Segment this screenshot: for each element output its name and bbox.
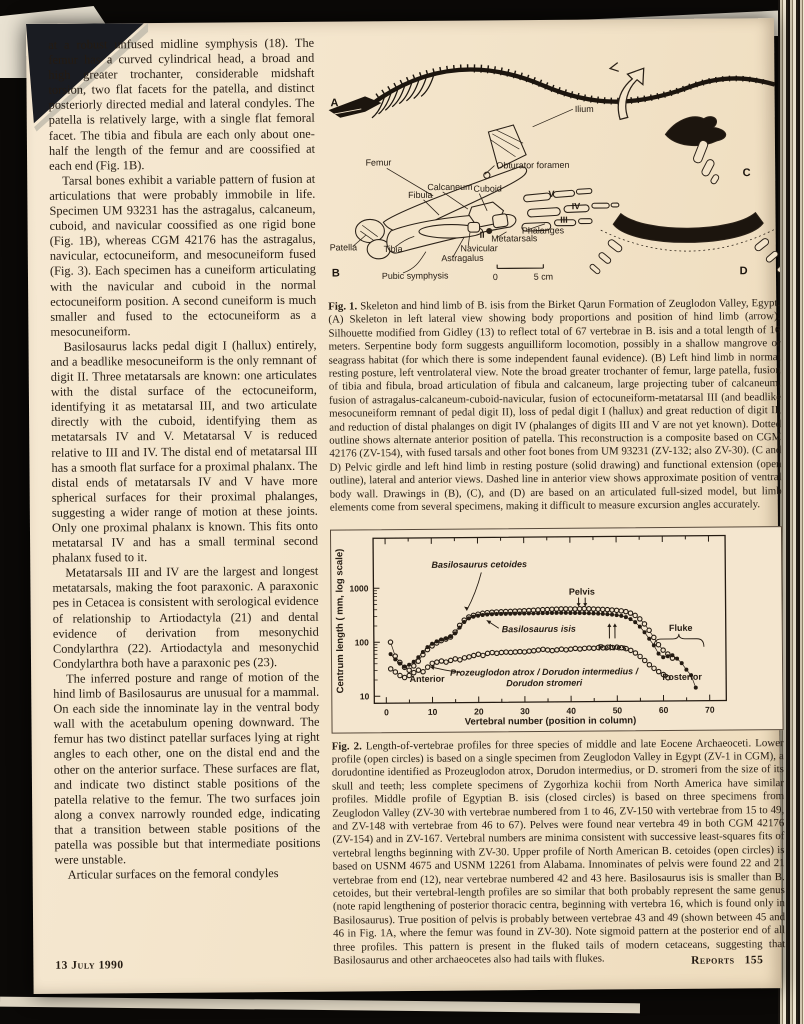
fig2-chart-box [330, 526, 784, 734]
label-dorudontine-1: Prozeuglodon atrox / Dorudon intermedius / [450, 665, 639, 678]
anatomy-label: Metatarsals [491, 233, 538, 244]
digit-label: IV [571, 201, 581, 212]
body-text-column [48, 36, 321, 883]
y-tick-label: 1000 [349, 582, 369, 593]
fig1-caption [328, 297, 782, 515]
x-tick-label: 0 [384, 706, 389, 717]
annotation-anterior: Anterior [409, 673, 445, 684]
anatomy-label: Phalanges [521, 225, 565, 236]
panel-letter: A [330, 97, 339, 110]
x-tick-label: 40 [566, 705, 576, 716]
scale-bar [497, 264, 543, 268]
y-axis-label: Centrum length ( mm, log scale) [334, 548, 347, 693]
anatomy-label: Obturator foramen [496, 159, 570, 171]
body-paragraph: The inferred posture and range of motion of the hind limb of Basilosaurus are unusual for a mammal. On each side the innominate lay in the ventral body wall with the acetabulum opening downward. The femur has two distinct patellar surfaces lying at right angles to each other, one on the distal end and the other on the anterior surface. These surfaces are flat, and indicate two distinct stable positions of the patella relative to the femur. The two surfaces join along a convex narrowly rounded edge, indicating that a transition between stable positions of the patella was possible but that intermediate positions were unstable. [53, 669, 321, 867]
annotation-posterior: Posterior [662, 671, 702, 682]
y-tick-label: 100 [354, 636, 369, 647]
footer-section [691, 954, 763, 967]
scale-five-label: 5 cm [533, 271, 554, 282]
x-tick-label: 10 [427, 706, 438, 717]
annotation-pelvis: Pelvis [568, 586, 595, 597]
body-paragraph: Articular surfaces on the femoral condyles [67, 866, 279, 882]
anatomy-label: Calcaneum [427, 181, 473, 193]
fig2-caption [332, 737, 786, 968]
x-axis-label: Vertebral number (position in column) [464, 714, 637, 728]
figure-column [326, 26, 785, 968]
fig2-caption-text: Length-of-vertebrae profiles for three species of middle and late Eocene Archaeoceti. Lower profile (open circles) is based on a single specimen from Zeuglodon Valley in Egypt (ZV-1 in CGM), a dorudontine identified as Prozeuglodon atrox, Dorudon intermedius, or D. stromeri from the size of its skull and teeth; less complete specimens of Zygorhiza kochii from North America have similar profiles. Middle profile of Egyptian B. isis (closed circles) is based on three specimens from Zeuglodon Valley (ZV-30 with vertebrae numbered from 1 to 46, ZV-150 with vertebrae from 15 to 49, and ZV-148 with vertebrae from 46 to 67). Pelves were found near vertebra 49 in both CGM 42176 (ZV-154) and in ZV-167. Vertebral numbers are minima consistent with successive least-squares fits of vertebral lengths beginning with ZV-30. Upper profile of North American B. cetoides (open circles) is based on USNM 4675 and USNM 12261 from Alabama. Innominates of pelvis were found 22 and 21 vertebrae from end (12), near vertebrae numbered 42 and 43 here. Basilosaurus isis is smaller than B. cetoides, but their vertebral-length profiles are so similar that both probably represent the same genus (note rapid lengthening of posterior thoracic centra, beginning with vertebra 16, which is found only in Basilosaurus). True position of pelvis is probably between vertebrae 43 and 49 (shown between 45 and 46 in Fig. 1A, where the femur was found in ZV-30). Note sigmoid pattern at the posterior end of all three profiles. This pattern is present in the fluked tails of modern cetaceans, suggesting that Basilosaurus and other archaeocetes also had tails with flukes. [331, 736, 786, 967]
label-isis: Basilosaurus isis [501, 623, 576, 634]
panel-letter: D [739, 265, 748, 278]
body-paragraph: Tarsal bones exhibit a variable pattern of fusion at articulations that were probably immobile in life. Specimen UM 93231 has the astragalus, calcaneum, cuboid, and navicular coossified as one rigid bone (Fig. 1B), whereas CGM 42176 has the astragalus, navicular, ectocuneiform, and mesocuneiform fused (Fig. 3). Each specimen has a cuneiform articulating with the navicular and cuboid in the normal ectocuneiform position. A second cuneiform is much smaller and fused to the ectocuneiform as a mesocuneiform. [49, 171, 317, 339]
skeleton-silhouette [328, 62, 775, 118]
annotation-fluke: Fluke [668, 622, 693, 633]
y-tick-label: 10 [359, 690, 370, 701]
anatomy-label: Pubic symphysis [381, 270, 449, 281]
body-paragraph: Basilosaurus lacks pedal digit I (hallux) entirely, and a beadlike mesocuneiform is the only remnant of digit II. Three metatarsals are known: one articulates with the distal surface of the ectocuneiform, identifying it as metatarsal III, and two articulate directly with the cuboid, identifying them as metatarsals IV and V. Metatarsal V is reduced relative to III and IV. The distal end of metatarsal III has a smooth flat surface for a proximal phalanx. The distal ends of metatarsals IV and V have more spherical surfaces for their proximal phalanges, suggesting a wider range of motion at these joints. Only one proximal phalanx is known. This fits onto metatarsal IV and has a small terminal second phalanx fused to it. [50, 337, 319, 565]
anatomy-label: Navicular [460, 243, 498, 254]
x-tick-label: 60 [658, 704, 669, 715]
panel-letter: B [331, 267, 340, 280]
pelvic-girdle-lateral-drawing [665, 117, 726, 186]
fig1-caption-text: Skeleton and hind limb of B. isis from the Birket Qarun Formation of Zeuglodon Valley, Egypt. (A) Skeleton in left lateral view showing body proportions and position of hind limb (arrow). Silhouette modified from Gidley (13) to reflect total of 67 vertebrae in B. isis and a total length of 16 meters. Serpentine body form suggests anguilliform locomotion, possibly in a shallow mangrove or seagrass habitat (for which there is some independent faunal evidence). (B) Left hind limb in normal resting posture, left ventrolateral view. Note the broad greater trochanter of femur, large patella, fusion of tibia and fibula, broad articulation of fibula and calcaneum, large projecting tuber of calcaneum, fusion of astragalus-calcaneum-cuboid-navicular, fusion of ectocuneiform-metatarsal III (and beadlike mesocuneiform remnant of pedal digit II), loss of pedal digit I (hallux) and great reduction of digit II, and reduction of distal phalanges on digit IV (phalanges of digits III and V are not yet known). Dotted outline shows alternate anterior position of patella. This reconstruction is a composite based on CGM 42176 (ZV-154), with fused tarsals and other foot bones from UM 93231 (ZV-132; also ZV-30). (C and D) Pelvic girdle and left hind limb in resting posture (solid drawing) and functional extension (open outline), lateral and anterior views. Dashed line in anterior view shows approximate position of ventral body wall. Drawings in (B), (C), and (D) are based on an articulated full-sized model, but limb elements come from several specimens, making it difficult to measure excursion angles accurately. [328, 297, 782, 514]
anatomy-label: Tibia [383, 243, 403, 255]
x-tick-label: 70 [705, 704, 715, 715]
anatomy-label: Cuboid [473, 183, 502, 194]
fig2-chart [331, 527, 783, 731]
fig1-label: Fig. 1. [328, 300, 358, 313]
x-tick-label: 30 [520, 705, 530, 716]
hind-limb-position-arrow-icon [610, 62, 644, 119]
plot-area [334, 535, 726, 728]
anatomy-label: Patella [329, 242, 358, 253]
anatomy-label: Femur [365, 157, 392, 168]
page-content [26, 18, 786, 994]
bottom-page-edge [0, 997, 640, 1014]
footer-page-number: 155 [744, 954, 764, 967]
page-footer [55, 954, 763, 972]
digit-label: II [479, 229, 485, 240]
footer-date: 13 July 1990 [55, 959, 124, 972]
label-cetoides: Basilosaurus cetoides [431, 558, 528, 570]
scale-zero-label: 0 [492, 271, 498, 283]
pelvic-girdle-anterior-drawing [589, 212, 780, 274]
body-paragraph: at a robust unfused midline symphysis (18). The femur has a curved cylindrical head, a broad and high greater trochanter, considerable midshaft torsion, two flat facets for the patella, and distinct posteriorly directed medial and lateral condyles. The patella is relatively large, with a single flat femoral facet. The tibia and fibula are each only about one-half the length of the femur and are coossified at each end (Fig. 1B). [48, 35, 316, 173]
digit-label: V [548, 188, 555, 199]
fig2-label: Fig. 2. [331, 739, 362, 753]
digit-label: III [560, 214, 568, 225]
anatomy-label: Astragalus [441, 252, 484, 264]
label-dorudontine-2: Dorudon stromeri [506, 677, 583, 688]
x-tick-label: 50 [612, 704, 623, 715]
anatomy-label: Fibula [408, 189, 433, 200]
journal-page [26, 18, 786, 994]
annotation-pelves: Pelves [597, 641, 627, 653]
anatomy-label: Ilium [574, 103, 594, 115]
fig1-illustration [326, 26, 780, 292]
x-tick-label: 20 [474, 705, 484, 717]
panel-letter: C [742, 167, 751, 180]
body-paragraph: Metatarsals III and IV are the largest and longest metatarsals, making the foot paraxonic. A paraxonic pes in Cetacea is consistent with serological evidence of relationship to Artiodactyla (21) and dental evidence of derivation from mesonychid Condylarthra (22). Artiodactyla and mesonychid Condylarthra both have a paraxonic pes (23). [52, 564, 319, 671]
footer-section-label: Reports [691, 954, 735, 967]
